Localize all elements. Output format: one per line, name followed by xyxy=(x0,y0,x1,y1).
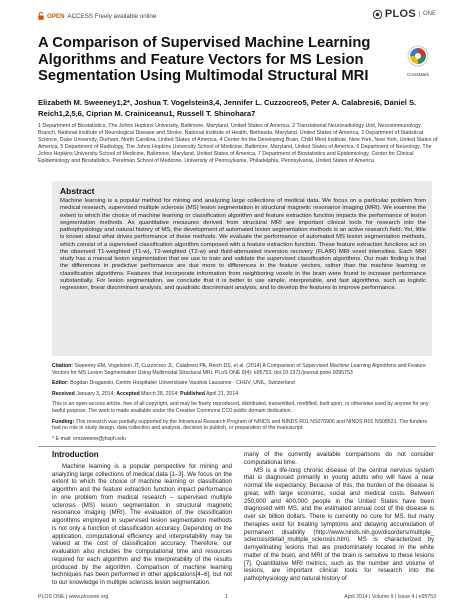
footer-issue: April 2014 | Volume 9 | Issue 4 | e95753 xyxy=(344,594,436,600)
abstract-box xyxy=(52,181,432,356)
article-meta xyxy=(52,363,432,446)
abstract-heading: Abstract xyxy=(60,186,95,196)
intro-column-1 xyxy=(52,451,232,587)
intro-paragraph-1-cont: many of the currently available comparisons do not consider computational time. xyxy=(244,451,434,466)
page-number: 1 xyxy=(224,594,228,600)
intro-paragraph-1: Machine learning is a popular perspective for mining and analyzing large collections of medical data [1–3]. We focus on the extent to which the choice of machine learning or classification algorithm and the feature extraction function impact performance in one problem from medical research – supervised multiple sclerosis (MS) lesion segmentation in structural magnetic resonance imaging (MRI). The evaluation of the classification algorithms employed in supervised lesion segmentation methods is not only a function of classification accuracy. Depending on the application, computational efficiency and interpretability may be valued at the cost of classification accuracy. Therefore, our evaluation also includes the computational time and resources required for each algorithm and the interpretability of the results produced by the algorithm. Comparison of machine learning techniques has been performed in other applications[4–6], but not to our knowledge in multiple sclerosis lesion segmentation. xyxy=(52,462,232,586)
author-list: Elizabeth M. Sweeney1,2*, Joshua T. Vogelstein3,4, Jennifer L. Cuzzocreo5, Peter A. Calabresi6, Daniel S. Reich1,2,5,6, Ciprian M. Crainiceanu1, Russell T. Shinohara7 xyxy=(38,98,417,118)
open-access-label: OPEN xyxy=(47,12,65,20)
intro-heading: Introduction xyxy=(52,450,99,459)
affiliations: 1 Department of Biostatistics, The Johns Hopkins University, Baltimore, Maryland, United States of America, 2 Translational Neuroradiology Unit, Neuroimmunology Branch, National Institute of Neurological Disease and Stroke, National Institute of Health, Bethesda, Maryland, United States of America, 3 Department of Statistical Science, Duke University, Durham, North Carolina, United States of America, 4 Center for the Developing Brain, Child Mind Institute, New York, New York, United States of America, 5 Department of Radiology, The Johns Hopkins University School of Medicine, Baltimore, Maryland, United States of America, 6 Department of Neurology, The Johns Hopkins University School of Medicine, Baltimore, Maryland, United States of America, 7 Department of Biostatistics and Epidemiology, Center for Clinical Epidemiology and Biostatistics, Perelman School of Medicine, University of Pennsylvania, Philadelphia, Pennsylvania, United States of America xyxy=(38,123,438,164)
plos-logo-icon xyxy=(373,10,382,19)
open-access-banner xyxy=(38,12,156,20)
footer-journal: PLOS ONE | www.plosone.org xyxy=(38,594,109,600)
abstract-text: Machine learning is a popular method for mining and analyzing large collections of medical data. We focus on a particular problem from medical research, supervised multiple sclerosis (MS) lesion segmentation in structural magnetic resonance imaging (MRI). We examine the extent to which the choice of machine learning or classification algorithm and feature extraction function impacts the performance of lesion segmentation methods. As quantitative measures derived from structural MRI are important clinical tools for research into the pathophysiology and natural history of MS, the development of automated lesion segmentation methods is an active research field. Yet, little is known about what drives performance of these methods. We evaluate the performance of automated MS lesion segmentation methods, which consist of a supervised classification algorithm composed with a feature extraction function. These feature extraction functions act on the observed T1-weighted (T1-w), T2-weighted (T2-w) and fluid-attenuated inversion recovery (FLAIR) MRI voxel intensities. Each MRI study has a manual lesion segmentation that we use to train and validate the supervised classification algorithms. Our main finding is that the differences in predictive performance are due more to differences in the feature vectors, rather than the machine learning or classification algorithms. Features that incorporate information from neighboring voxels in the brain were found to increase performance substantially. For lesion segmentation, we conclude that it is better to use simple, interpretable, and fast algorithms, such as logistic regression, linear discriminant analysis, and quadratic discriminant analysis, and to develop the features to improve performance. xyxy=(60,198,426,291)
journal-logo xyxy=(373,8,436,20)
crossmark-label: CrossMark xyxy=(407,72,429,77)
open-access-text: ACCESS Freely available online xyxy=(67,12,157,20)
crossmark-badge[interactable] xyxy=(402,45,434,77)
email: * E-mail: emsweene@jhsph.edu xyxy=(52,435,126,442)
intro-paragraph-2: MS is a life-long chronic disease of the central nervous system that is diagnosed primarily in young adults who will have a near normal life expectancy. Because of this, the burden of the disease is great, with large economic, social and medical costs. Between 250,000 and 400,000 people in the United States have been diagnosed with MS, and the estimated annual cost of the disease is over six billion dollars. There is currently no cure for MS, but many therapies exist for treating symptoms and delaying accumulation of permanent disability (http://www.ninds.nih.gov/disorders/multiple_ sclerosis/detail_multiple_sclerosis.htm). MS is characterized by demyelinating lesions that are predominately located in the white matter of the brain, and MRI of the brain is sensitive to these lesions [7]. Quantitative MRI metrics, such as the number and volume of lesions, are important clinical tools for research into the pathophysiology and natural history of xyxy=(244,466,434,582)
editor: Editor: Bogdan Draganski, Centre Hospitalier Universitaire Vaudois Lausanne - CHUV, UNIL, Switzerland xyxy=(52,380,295,387)
section-divider xyxy=(38,446,436,447)
page-footer xyxy=(38,594,436,600)
open-lock-icon xyxy=(38,12,44,20)
crossmark-icon xyxy=(407,45,429,67)
dates: Received January 3, 2014; Accepted March 28, 2014; Published April 21, 2014 xyxy=(52,390,239,397)
funding: Funding: This research was partially supported by the Intramural Research Program of NINDS and NINDS R01 NS070906 and NINDS R01 NS08521. The funders had no role in study design, data collection and analysis, decision to publish, or preparation of the manuscript. xyxy=(52,418,427,432)
email-link[interactable]: emsweene@jhsph.edu xyxy=(73,435,126,442)
journal-one: ONE xyxy=(419,11,436,17)
copyright: This is an open-access article, free of all copyright, and may be freely reproduced, distributed, transmitted, modified, built upon, or otherwise used by anyone for any lawful purpose. The work is made available under the Creative Commons CC0 public domain dedication. xyxy=(52,401,429,414)
intro-column-2 xyxy=(244,451,434,583)
citation: Citation: Sweeney EM, Vogelstein JT, Cuzzocreo JL, Calabresi PA, Reich DS, et al. (2014) A Comparison of Supervised Machine Learning Algorithms and Feature Vectors for MS Lesion Segmentation Using Multimodal Structural MRI. PLoS ONE 9(4): e95753. doi:10.1371/journal.pone.0095753 xyxy=(52,363,426,376)
journal-brand: PLOS xyxy=(384,8,416,20)
article-title: A Comparison of Supervised Machine Learning Algorithms and Feature Vectors for MS Lesion Segmentation Using Multimodal Structural MRI xyxy=(38,35,371,85)
